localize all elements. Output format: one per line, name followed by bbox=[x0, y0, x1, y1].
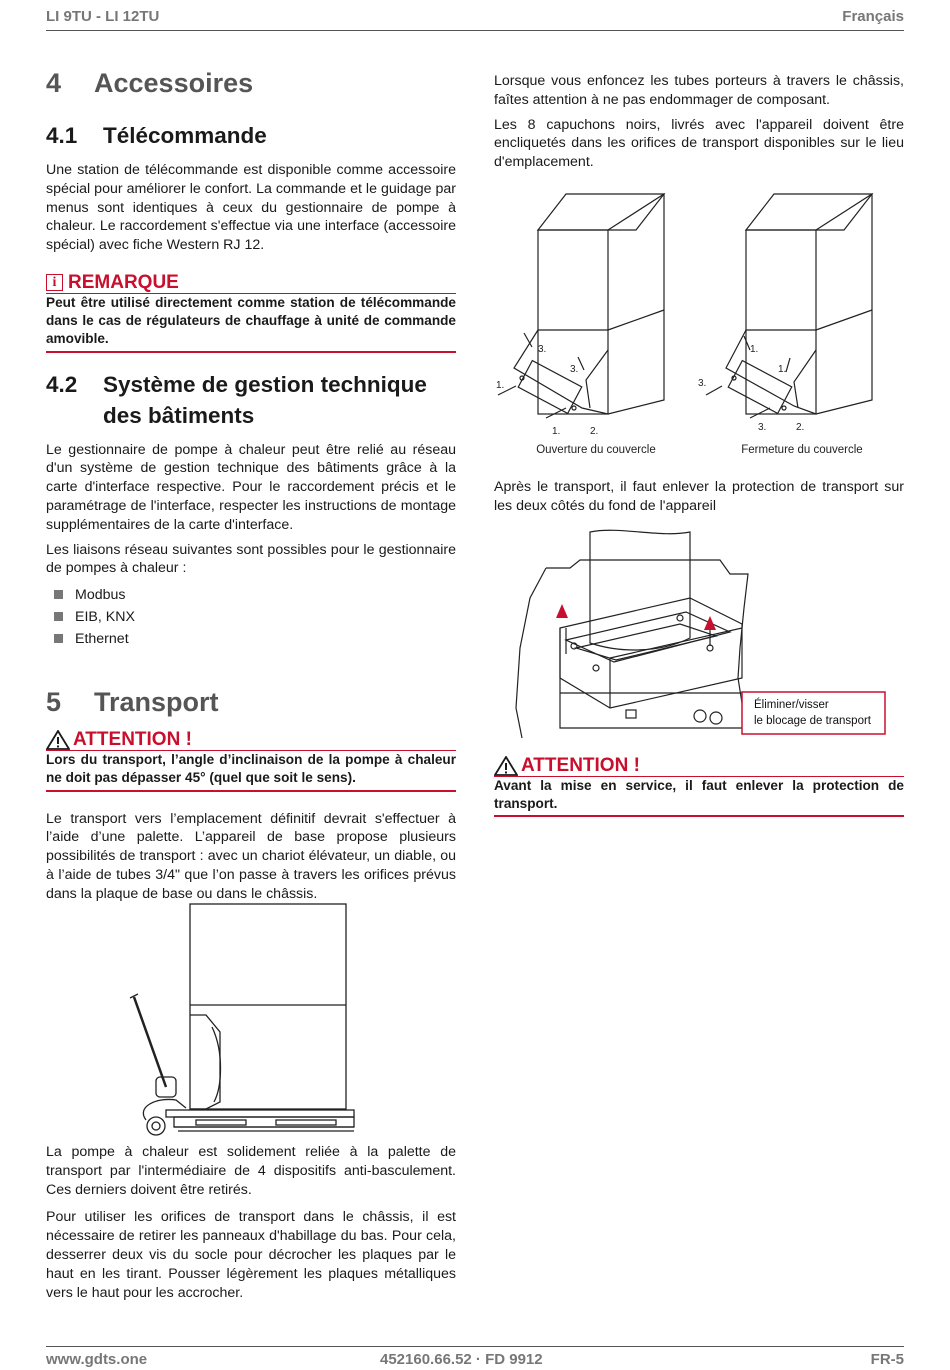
network-list bbox=[46, 584, 456, 650]
info-icon: i bbox=[46, 274, 63, 291]
section-4-heading: 4 Accessoires bbox=[46, 68, 254, 98]
cover-step-label: 1. bbox=[552, 426, 561, 437]
left-column-bottom bbox=[46, 1143, 456, 1308]
footer-website: www.gdts.one bbox=[46, 1351, 148, 1368]
footer-docnumber: 452160.66.52 · FD 9912 bbox=[380, 1351, 543, 1368]
right-column-mid bbox=[494, 478, 904, 522]
remarque-text: Peut être utilisé directement comme station de télécommande dans le cas de régulateurs de chauffage à unité de commande amovible. bbox=[46, 294, 456, 347]
s42-paragraph-2: Les liaisons réseau suivantes sont possibles pour le gestionnaire de pompes à chaleur : bbox=[46, 541, 456, 577]
attention-box-1 bbox=[46, 730, 456, 791]
remarque-box bbox=[46, 273, 456, 353]
s5-paragraph-3: Pour utiliser les orifices de transport dans le châssis, il est nécessaire de retirer les panneaux d'habillage du bas. Pour cela, desserrer deux vis du socle pour décrocher les plaques par le haut en les tirant. Pousser légèrement les plaques métalliques vers le haut pour les accrocher. bbox=[46, 1209, 456, 1301]
cover-figure bbox=[494, 190, 904, 462]
section-4-2-heading: 4.2 Système de gestion technique des bâtiments bbox=[46, 371, 427, 428]
right-column bbox=[494, 72, 904, 178]
transport-lock-figure bbox=[510, 528, 890, 748]
cover-step-label: 3. bbox=[570, 364, 579, 375]
warning-icon bbox=[46, 730, 70, 750]
attention-title: ATTENTION ! bbox=[521, 755, 640, 776]
s5-paragraph-2: La pompe à chaleur est solidement reliée à la palette de transport par l'intermédiaire de 4 dispositifs anti-basculement. Ces derniers doivent être retirés. bbox=[46, 1144, 456, 1198]
cover-step-label: 3. bbox=[758, 422, 767, 433]
r-paragraph-1: Lorsque vous enfoncez les tubes porteurs à travers le châssis, faîtes attention à ne pas endommager de composant. bbox=[494, 73, 904, 108]
right-column-bottom bbox=[494, 756, 904, 817]
caption-opening: Ouverture du couvercle bbox=[536, 444, 656, 456]
cover-step-label: 1. bbox=[778, 364, 787, 375]
cover-step-label: 2. bbox=[796, 422, 805, 433]
cover-step-label: 1. bbox=[496, 380, 505, 391]
caption-closing: Fermeture du couvercle bbox=[741, 444, 863, 456]
header-language: Français bbox=[842, 8, 904, 25]
section-4-1-heading: 4.1 Télécommande bbox=[46, 123, 267, 148]
attention-box-2 bbox=[494, 756, 904, 817]
list-item: Modbus bbox=[46, 584, 456, 606]
warning-icon bbox=[494, 756, 518, 776]
left-column bbox=[46, 68, 456, 910]
page-header bbox=[46, 6, 904, 31]
attention-title: ATTENTION ! bbox=[73, 729, 192, 751]
lock-label-2: le blocage de transport bbox=[754, 715, 871, 727]
r-paragraph-2: Les 8 capuchons noirs, livrés avec l'appareil doivent être encliquetés dans les orifices de transport disponibles sur le lieu d'emplacement. bbox=[494, 116, 904, 171]
cover-step-label: 3. bbox=[698, 378, 707, 389]
r-paragraph-3: Après le transport, il faut enlever la protection de transport sur les deux côtés du fond de l'appareil bbox=[494, 479, 904, 514]
lock-label-1: Éliminer/visser bbox=[754, 699, 829, 711]
cover-step-label: 1. bbox=[750, 344, 759, 355]
page-footer bbox=[46, 1346, 904, 1369]
pallet-truck-figure bbox=[126, 902, 356, 1140]
attention-text: Lors du transport, l’angle d’inclinaison de la pompe à chaleur ne doit pas dépasser 45° (quel que soit le sens). bbox=[46, 752, 456, 786]
list-item: EIB, KNX bbox=[46, 606, 456, 628]
cover-step-label: 2. bbox=[590, 426, 599, 437]
list-item: Ethernet bbox=[46, 628, 456, 650]
s41-paragraph: Une station de télécommande est disponible comme accessoire spécial pour améliorer le confort. La commande et le guidage par menus sont identiques à ceux du gestionnaire de pompe à chaleur. Le raccordement s'effectue via une interface (accessoire spécial) avec fiche Western RJ 12. bbox=[46, 162, 456, 254]
s42-paragraph-1: Le gestionnaire de pompe à chaleur peut être relié au réseau d'un système de gestion technique des bâtiments grâce à la carte d'interface respective. Pour le raccordement précis et le paramétrage de l'interface, respecter les instructions de montage supplémentaires de la carte d'interface. bbox=[46, 441, 456, 533]
remarque-title: REMARQUE bbox=[68, 271, 179, 293]
footer-page-number: FR-5 bbox=[870, 1351, 904, 1368]
attention-text: Avant la mise en service, il faut enlever la protection de transport. bbox=[494, 778, 904, 812]
s5-paragraph-1: Le transport vers l’emplacement définitif devrait s'effectuer à l’aide d’une palette. L’appareil de base propose plusieurs possibilités de transport : avec un chariot élévateur, un diable, ou à l’aide de tubes 3/4" que l’on passe à travers les orifices prévus dans la plaque de base ou dans le châssis. bbox=[46, 810, 456, 902]
section-5-heading: 5 Transport bbox=[46, 687, 219, 718]
header-model: LI 9TU - LI 12TU bbox=[46, 8, 160, 25]
cover-step-label: 3. bbox=[538, 344, 547, 355]
